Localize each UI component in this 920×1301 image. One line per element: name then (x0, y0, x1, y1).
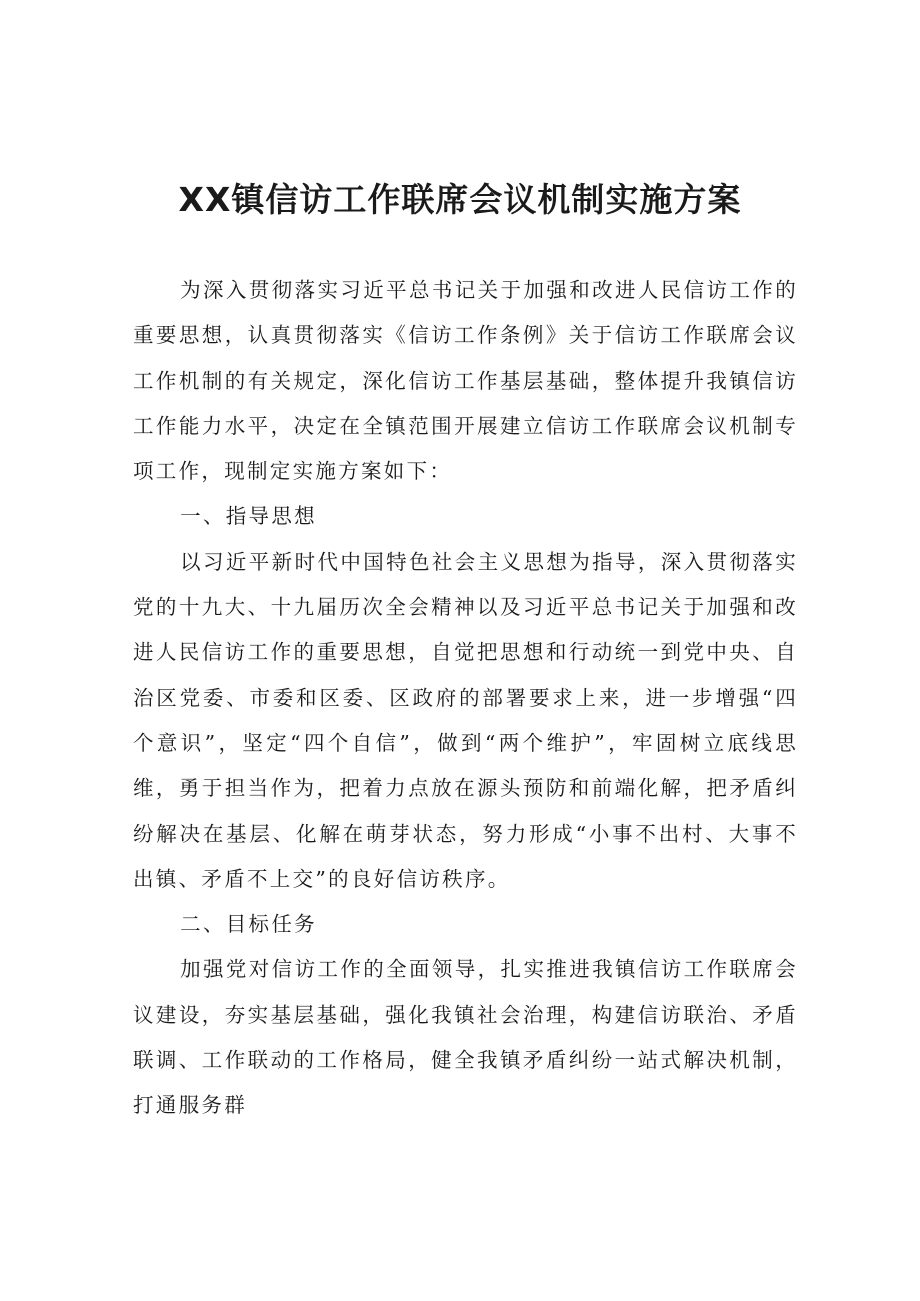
document-body (133, 268, 798, 1129)
intro-paragraph: 为深入贯彻落实习近平总书记关于加强和改进人民信访工作的重要思想，认真贯彻落实《信访工作条例》关于信访工作联席会议工作机制的有关规定，深化信访工作基层基础，整体提升我镇信访工作能力水平，决定在全镇范围开展建立信访工作联席会议机制专项工作，现制定实施方案如下： (133, 278, 798, 484)
section-heading-goals-tasks: 二、目标任务 (180, 912, 317, 937)
section-paragraph-goals-tasks: 加强党对信访工作的全面领导，扎实推进我镇信访工作联席会议建设，夯实基层基础，强化我镇社会治理，构建信访联治、矛盾联调、工作联动的工作格局，健全我镇矛盾纠纷一站式解决机制，打通服务群 (133, 957, 798, 1118)
section-heading-guiding-ideology: 一、指导思想 (180, 504, 317, 529)
section-paragraph-guiding-ideology: 以习近平新时代中国特色社会主义思想为指导，深入贯彻落实党的十九大、十九届历次全会精神以及习近平总书记关于加强和改进人民信访工作的重要思想，自觉把思想和行动统一到党中央、自治区党委、市委和区委、区政府的部署要求上来，进一步增强“四个意识”，坚定“四个自信”，做到“两个维护”，牢固树立底线思维，勇于担当作为，把着力点放在源头预防和前端化解，把矛盾纠纷解决在基层、化解在萌芽状态，努力形成“小事不出村、大事不出镇、矛盾不上交”的良好信访秩序。 (133, 549, 798, 891)
document-title: XX镇信访工作联席会议机制实施方案 (178, 180, 742, 219)
